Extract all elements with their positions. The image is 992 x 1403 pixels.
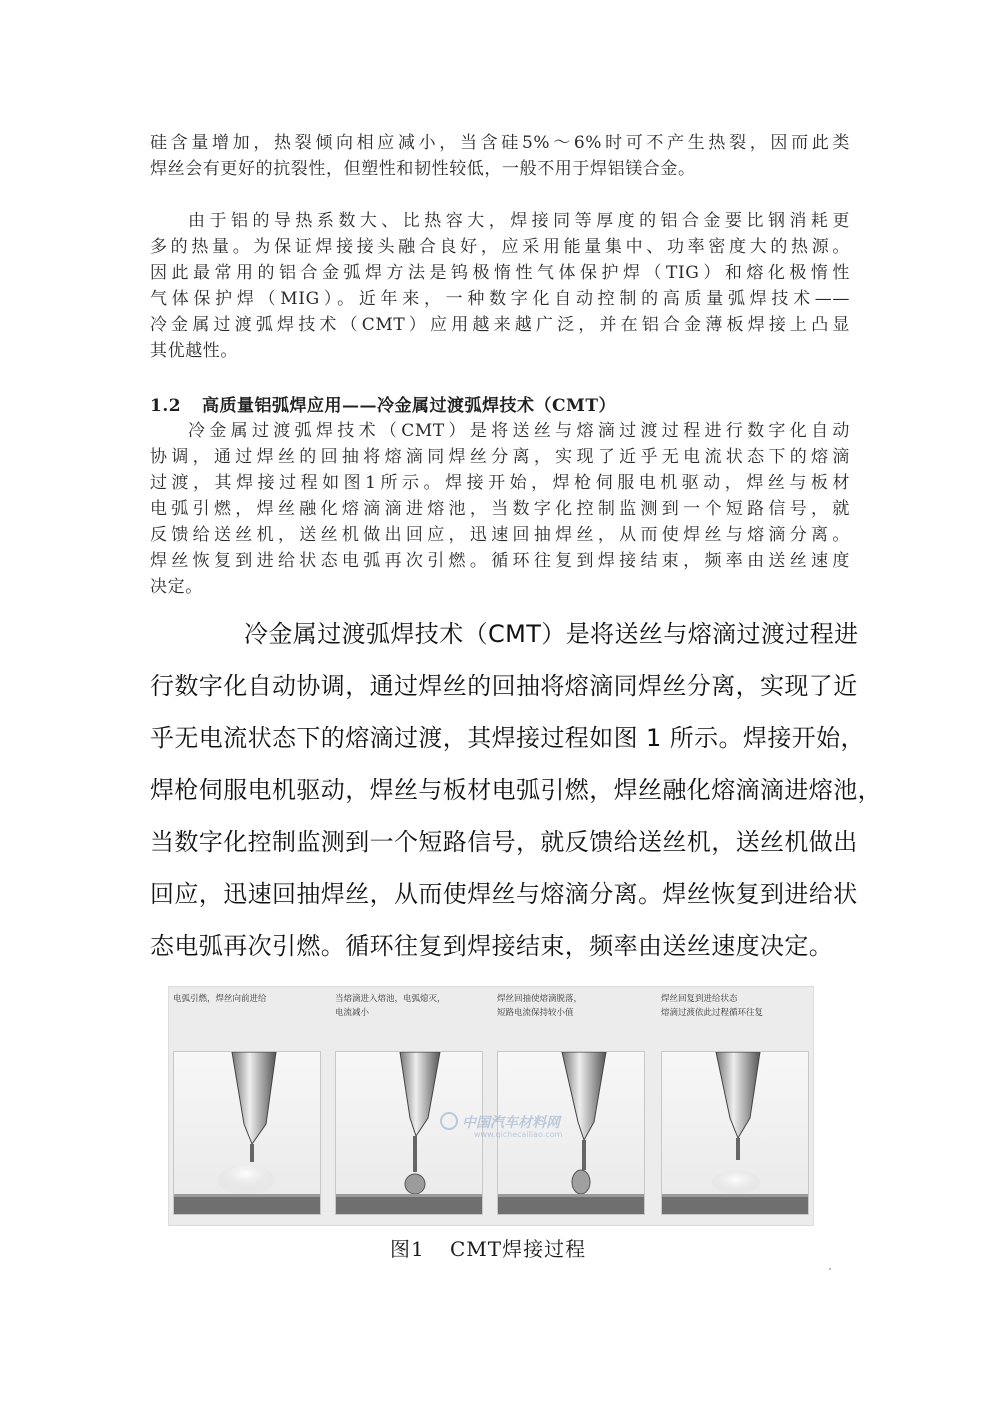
text-line: 其优越性。 xyxy=(150,341,238,361)
watermark-logo-icon xyxy=(440,1112,458,1130)
figure-number: 图1 xyxy=(390,1237,425,1261)
figure-panel-restart xyxy=(657,987,813,1227)
panel-caption xyxy=(173,992,323,1006)
text-line: 气体保护焊（MIG）。近年来，一种数字化自动控制的高质量弧焊技术—— xyxy=(150,289,850,309)
panel-caption-line: 熔滴过渡依此过程循环往复 xyxy=(661,1008,764,1018)
welding-torch-illustration xyxy=(174,1052,320,1214)
panel-caption xyxy=(661,992,811,1020)
figure-panel-arc xyxy=(169,987,325,1227)
text-line: 当数字化控制监测到一个短路信号，就反馈给送丝机，送丝机做出 xyxy=(150,828,858,856)
watermark-url-text: www.qichecailiao.com xyxy=(474,1130,563,1139)
text-line: 由于铝的导热系数大、比热容大，焊接同等厚度的铝合金要比钢消耗更 xyxy=(188,211,850,231)
panel-caption-line: 焊丝回抽使熔滴脱落， xyxy=(497,994,583,1004)
section-heading xyxy=(150,393,616,419)
paragraph-cmt-description xyxy=(150,418,850,600)
text-line: 反馈给送丝机，送丝机做出回应，迅速回抽焊丝，从而使焊丝与熔滴分离。 xyxy=(150,525,850,545)
section-title: 高质量铝弧焊应用——冷金属过渡弧焊技术（CMT） xyxy=(202,396,616,416)
text-line: 电弧引燃，焊丝融化熔滴滴进熔池，当数字化控制监测到一个短路信号，就 xyxy=(150,499,850,519)
welding-torch-illustration xyxy=(662,1052,808,1214)
figure-title: CMT焊接过程 xyxy=(450,1237,587,1261)
text-line: 冷金属过渡弧焊技术（CMT）是将送丝与熔滴过渡过程进 xyxy=(244,620,859,648)
watermark-main-text: 中国汽车材料网 xyxy=(462,1115,560,1131)
text-line: 焊丝恢复到进给状态电弧再次引燃。循环往复到焊接结束，频率由送丝速度 xyxy=(150,551,850,571)
panel-caption-line: 当熔滴进入熔池，电弧熄灭， xyxy=(335,994,446,1004)
page-mark xyxy=(829,1268,831,1270)
section-number: 1.2 xyxy=(150,396,182,416)
figure-caption xyxy=(390,1234,586,1264)
panel-caption-line: 电流减小 xyxy=(335,1008,370,1018)
panel-caption xyxy=(497,992,647,1020)
panel-image xyxy=(661,1051,809,1215)
text-line: 行数字化自动协调，通过焊丝的回抽将熔滴同焊丝分离，实现了近 xyxy=(150,672,858,700)
text-line: 硅含量增加，热裂倾向相应减小，当含硅5%～6%时可不产生热裂，因而此类 xyxy=(150,133,850,153)
text-line: 回应，迅速回抽焊丝，从而使焊丝与熔滴分离。焊丝恢复到进给状 xyxy=(150,880,858,908)
text-line: 焊丝会有更好的抗裂性，但塑性和韧性较低，一般不用于焊铝镁合金。 xyxy=(150,159,696,179)
text-line: 冷金属过渡弧焊技术（CMT）应用越来越广泛，并在铝合金薄板焊接上凸显 xyxy=(150,315,850,335)
figure-panel-short xyxy=(331,987,487,1227)
panel-caption-line: 短路电流保持较小值 xyxy=(497,1008,574,1018)
cmt-process-figure xyxy=(168,986,814,1226)
text-line: 焊枪伺服电机驱动，焊丝与板材电弧引燃，焊丝融化熔滴滴进熔池， xyxy=(150,776,882,804)
panel-caption xyxy=(335,992,485,1020)
text-line: 态电弧再次引燃。循环往复到焊接结束，频率由送丝速度决定。 xyxy=(150,932,834,960)
panel-caption-line: 焊丝回复到进给状态 xyxy=(661,994,738,1004)
panel-caption-line: 电弧引燃，焊丝向前进给 xyxy=(173,994,267,1004)
text-line: 冷金属过渡弧焊技术（CMT）是将送丝与熔滴过渡过程进行数字化自动 xyxy=(188,421,850,441)
text-line: 多的热量。为保证焊接接头融合良好，应采用能量集中、功率密度大的热源。 xyxy=(150,237,850,257)
paragraph-silicon-content xyxy=(150,130,850,182)
text-line: 乎无电流状态下的熔滴过渡，其焊接过程如图 1 所示。焊接开始， xyxy=(150,724,865,752)
text-line: 协调，通过焊丝的回抽将熔滴同焊丝分离，实现了近乎无电流状态下的熔滴 xyxy=(150,447,850,467)
text-line: 过渡，其焊接过程如图1所示。焊接开始，焊枪伺服电机驱动，焊丝与板材 xyxy=(150,473,850,493)
figure-panel-retract xyxy=(493,987,649,1227)
large-text-block xyxy=(150,608,882,972)
paragraph-thermal-properties xyxy=(150,208,850,364)
panel-image xyxy=(173,1051,321,1215)
text-line: 决定。 xyxy=(150,577,203,597)
text-line: 因此最常用的铝合金弧焊方法是钨极惰性气体保护焊（TIG）和熔化极惰性 xyxy=(150,263,850,283)
site-watermark xyxy=(440,1112,562,1139)
